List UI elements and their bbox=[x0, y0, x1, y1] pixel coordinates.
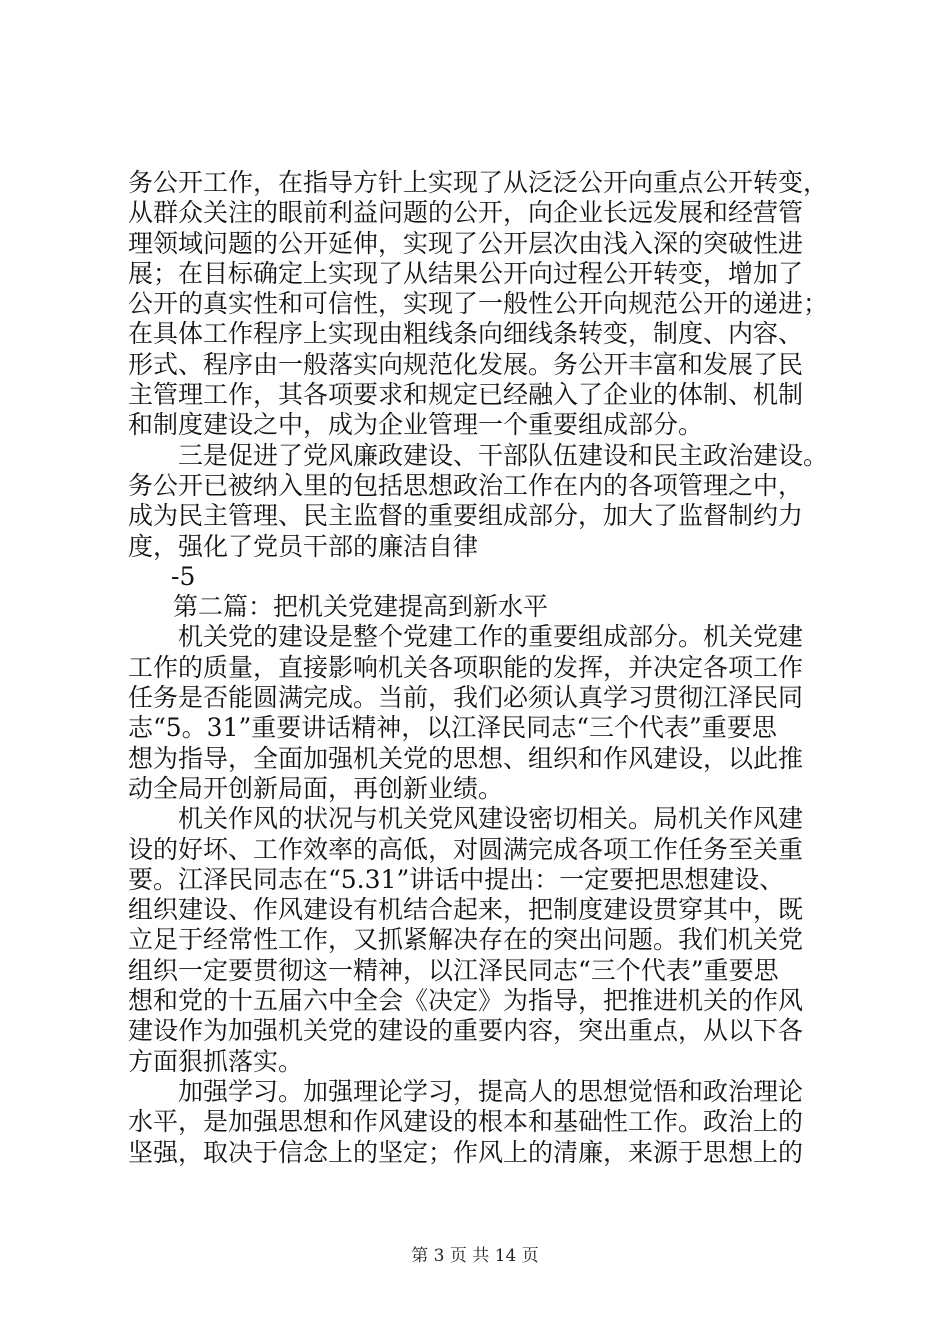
text-line-paragraph-start: 机关党的建设是整个党建工作的重要组成部分。机关党建 bbox=[178, 622, 804, 652]
text-line: 和制度建设之中，成为企业管理一个重要组成部分。 bbox=[128, 410, 704, 440]
text-line: 水平，是加强思想和作风建设的根本和基础性工作。政治上的 bbox=[128, 1107, 804, 1137]
text-line: 坚强，取决于信念上的坚定；作风上的清廉，来源于思想上的 bbox=[128, 1137, 804, 1167]
text-line: 工作的质量，直接影响机关各项职能的发挥，并决定各项工作 bbox=[128, 652, 804, 682]
text-line: 主管理工作，其各项要求和规定已经融入了企业的体制、机制 bbox=[128, 380, 804, 410]
page-footer bbox=[0, 1245, 950, 1267]
section-heading: 第二篇：把机关党建提高到新水平 bbox=[173, 592, 549, 622]
text-line: 理领域问题的公开延伸，实现了公开层次由浅入深的突破性进 bbox=[128, 228, 804, 258]
text-line: 建设作为加强机关党的建设的重要内容，突出重点，从以下各 bbox=[128, 1016, 804, 1046]
text-line: 想为指导，全面加强机关党的思想、组织和作风建设，以此推 bbox=[128, 743, 804, 773]
text-line: 务公开已被纳入里的包括思想政治工作在内的各项管理之中， bbox=[128, 470, 804, 500]
document-body bbox=[128, 168, 828, 1168]
text-line: 度，强化了党员干部的廉洁自律 bbox=[128, 531, 479, 561]
text-line: 务公开工作，在指导方针上实现了从泛泛公开向重点公开转变， bbox=[128, 168, 828, 197]
text-line: 动全局开创新局面，再创新业绩。 bbox=[128, 773, 504, 803]
text-line-paragraph-start: 加强学习。加强理论学习，提高人的思想觉悟和政治理论 bbox=[178, 1076, 804, 1106]
text-line: 展；在目标确定上实现了从结果公开向过程公开转变，增加了 bbox=[128, 258, 804, 288]
text-line: 要。江泽民同志在“5.31”讲话中提出：一定要把思想建设、 bbox=[128, 864, 785, 894]
text-line: 在具体工作程序上实现由粗线条向细线条转变，制度、内容、 bbox=[128, 319, 804, 349]
page-indicator: 第 3 页 共 14 页 bbox=[411, 1246, 539, 1266]
text-line: 从群众关注的眼前利益问题的公开，向企业长远发展和经营管 bbox=[128, 198, 804, 228]
text-line-paragraph-start: 三是促进了党风廉政建设、干部队伍建设和民主政治建设。 bbox=[178, 440, 828, 470]
text-line: 志“5。31”重要讲话精神，以江泽民同志“三个代表”重要思 bbox=[128, 713, 777, 743]
text-line: 立足于经常性工作，又抓紧解决存在的突出问题。我们机关党 bbox=[128, 925, 804, 955]
text-line: 方面狠抓落实。 bbox=[128, 1046, 304, 1076]
text-line: 组织建设、作风建设有机结合起来，把制度建设贯穿其中，既 bbox=[128, 895, 804, 925]
text-line: 任务是否能圆满完成。当前，我们必须认真学习贯彻江泽民同 bbox=[128, 683, 804, 713]
text-line: 组织一定要贯彻这一精神，以江泽民同志“三个代表”重要思 bbox=[128, 955, 779, 985]
text-line: 成为民主管理、民主监督的重要组成部分，加大了监督制约力 bbox=[128, 501, 804, 531]
text-line: 形式、程序由一般落实向规范化发展。务公开丰富和发展了民 bbox=[128, 349, 804, 379]
inline-page-number: -5 bbox=[171, 561, 196, 591]
text-line: 想和党的十五届六中全会《决定》为指导，把推进机关的作风 bbox=[128, 986, 804, 1016]
text-line: 设的好坏、工作效率的高低，对圆满完成各项工作任务至关重 bbox=[128, 834, 804, 864]
text-line-paragraph-start: 机关作风的状况与机关党风建设密切相关。局机关作风建 bbox=[178, 804, 804, 834]
text-line: 公开的真实性和可信性，实现了一般性公开向规范公开的递进； bbox=[128, 289, 828, 319]
